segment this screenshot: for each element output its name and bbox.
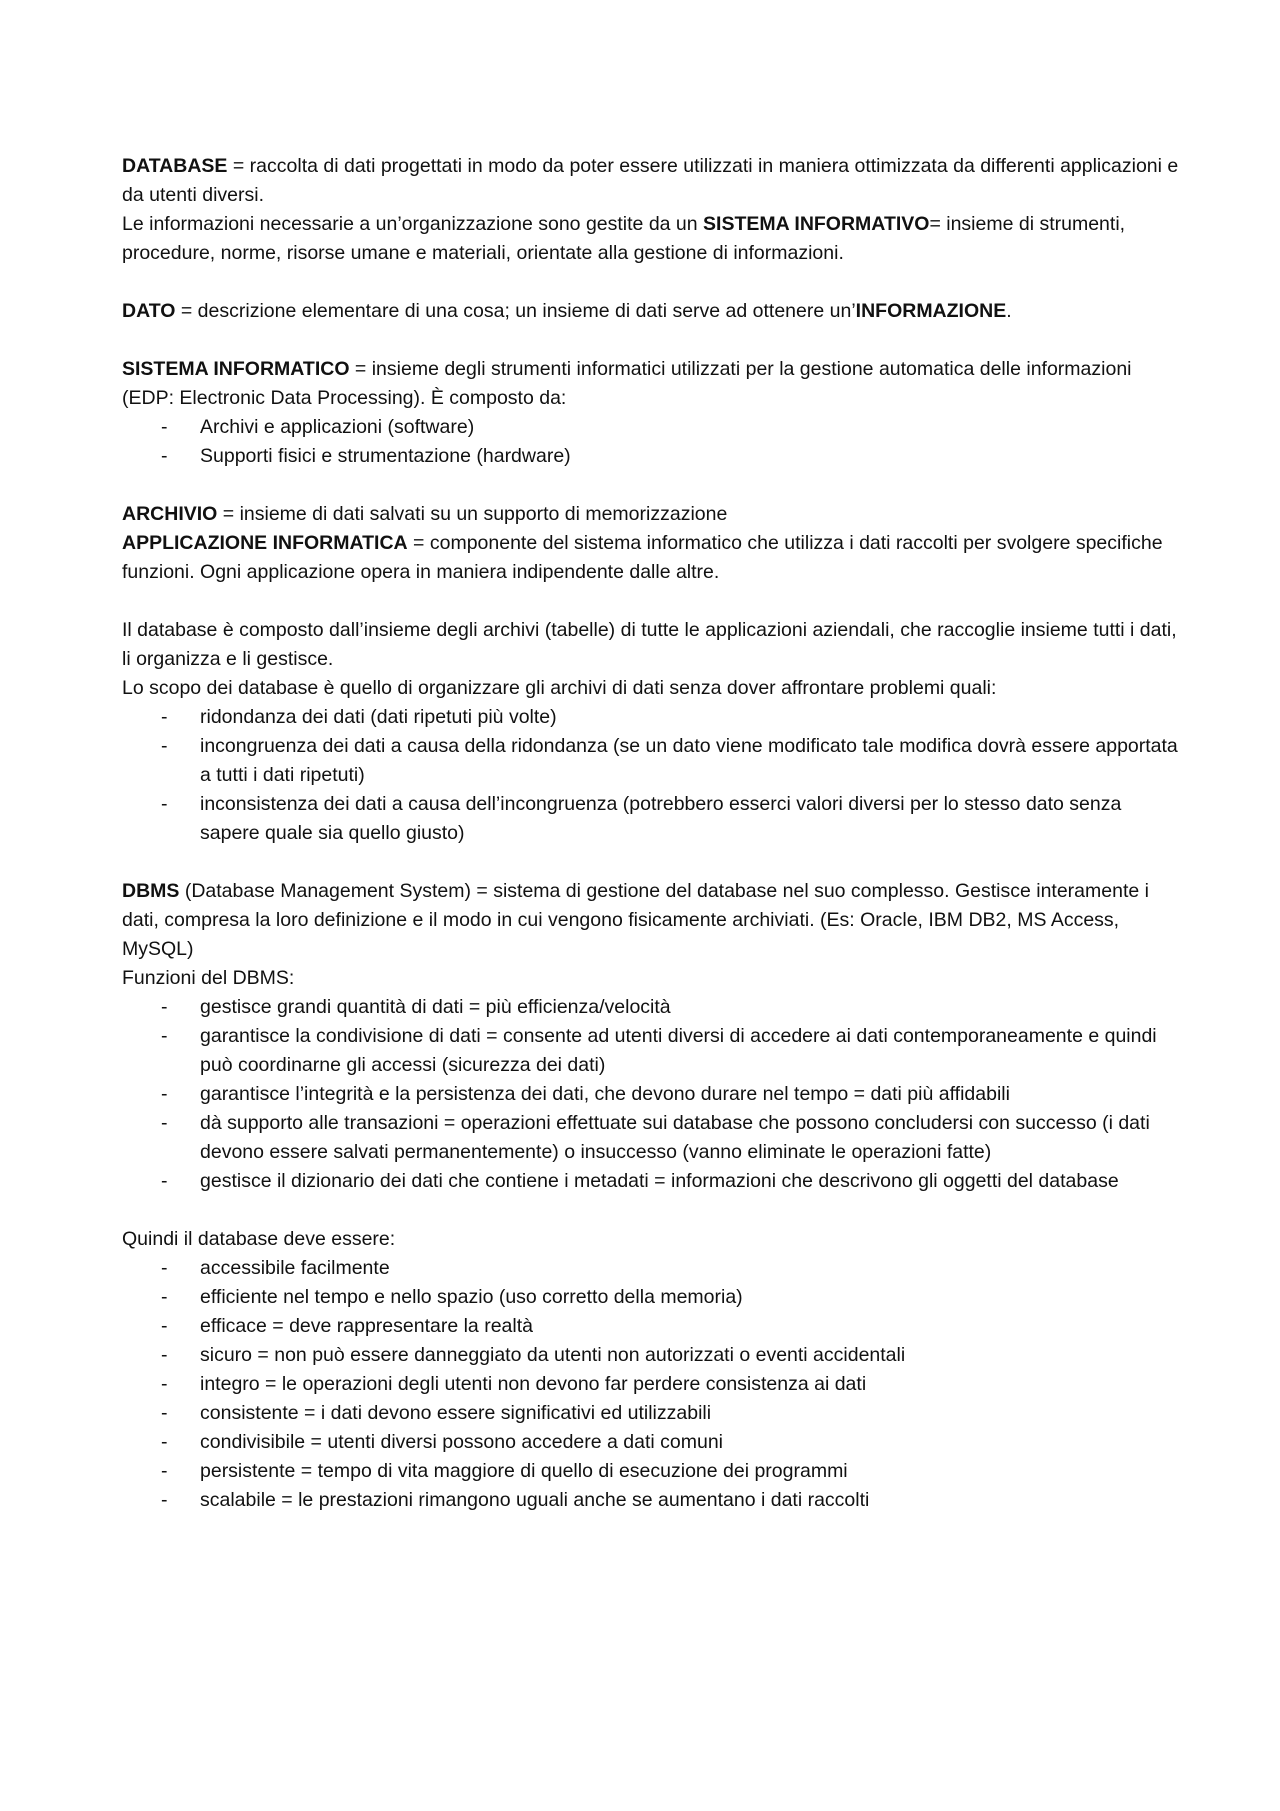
term-dbms: DBMS (122, 880, 180, 902)
dato-text: = descrizione elementare di una cosa; un insieme di dati serve ad ottenere un’ (175, 300, 856, 322)
spacer (122, 587, 1182, 616)
document-page (122, 152, 1182, 1515)
requisiti-intro: Quindi il database deve essere: (122, 1228, 396, 1250)
dato-definition (122, 297, 1182, 326)
list-item: - efficace = deve rappresentare la realtà (122, 1312, 1182, 1341)
sistema-informativo-paragraph (122, 210, 1182, 268)
requisiti-list (122, 1254, 1182, 1515)
scopo-list (122, 703, 1182, 848)
applicazione-text: = componente del sistema informatico che utilizza i dati raccolti per svolgere specifiche funzioni. Ogni applicazione opera in maniera indipendente dalle altre. (122, 532, 1163, 583)
list-item: - Supporti fisici e strumentazione (hardware) (122, 442, 1182, 471)
list-item: - consistente = i dati devono essere significativi ed utilizzabili (122, 1399, 1182, 1428)
dbms-text: (Database Management System) = sistema di gestione del database nel suo complesso. Gestisce interamente i dati, compresa la loro definizione e il modo in cui vengono fisicamente archiviati. (Es: Oracle, IBM DB2, MS Access, MySQL) (122, 880, 1149, 960)
database-composto-paragraph: Il database è composto dall’insieme degli archivi (tabelle) di tutte le applicazioni aziendali, che raccoglie insieme tutti i dati, li organizza e li gestisce. (122, 619, 1177, 670)
list-item: - gestisce grandi quantità di dati = più efficienza/velocità (122, 993, 1182, 1022)
list-item: - persistente = tempo di vita maggiore di quello di esecuzione dei programmi (122, 1457, 1182, 1486)
list-item: - sicuro = non può essere danneggiato da utenti non autorizzati o eventi accidentali (122, 1341, 1182, 1370)
spacer (122, 1196, 1182, 1225)
term-applicazione-informatica: APPLICAZIONE INFORMATICA (122, 532, 408, 554)
archivio-text: = insieme di dati salvati su un supporto di memorizzazione (217, 503, 728, 525)
dbms-funzioni-list (122, 993, 1182, 1196)
spacer (122, 848, 1182, 877)
spacer (122, 471, 1182, 500)
term-informazione: INFORMAZIONE (855, 300, 1007, 322)
list-item: - dà supporto alle transazioni = operazioni effettuate sui database che possono concludersi con successo (i dati devono essere salvati permanentemente) o insuccesso (vanno eliminate le operazioni fatte) (122, 1109, 1182, 1167)
list-item: - incongruenza dei dati a causa della ridondanza (se un dato viene modificato tale modifica dovrà essere apportata a tutti i dati ripetuti) (122, 732, 1182, 790)
scopo-paragraph: Lo scopo dei database è quello di organizzare gli archivi di dati senza dover affrontare problemi quali: (122, 677, 997, 699)
spacer (122, 268, 1182, 297)
list-item: - garantisce la condivisione di dati = consente ad utenti diversi di accedere ai dati contemporaneamente e quindi può coordinarne gli accessi (sicurezza dei dati) (122, 1022, 1182, 1080)
database-definition (122, 152, 1182, 210)
list-item: - ridondanza dei dati (dati ripetuti più volte) (122, 703, 1182, 732)
sistema-informativo-post: = insieme di strumenti, procedure, norme, risorse umane e materiali, orientate alla gestione di informazioni. (122, 213, 1126, 264)
list-item: - integro = le operazioni degli utenti non devono far perdere consistenza ai dati (122, 1370, 1182, 1399)
list-item: - Archivi e applicazioni (software) (122, 413, 1182, 442)
dbms-definition (122, 877, 1182, 964)
archivio-definition (122, 500, 1182, 529)
term-archivio: ARCHIVIO (122, 503, 218, 525)
spacer (122, 326, 1182, 355)
list-item: - gestisce il dizionario dei dati che contiene i metadati = informazioni che descrivono gli oggetti del database (122, 1167, 1182, 1196)
list-item: - garantisce l’integrità e la persistenza dei dati, che devono durare nel tempo = dati più affidabili (122, 1080, 1182, 1109)
sistema-informativo-pre: Le informazioni necessarie a un’organizzazione sono gestite da un (122, 213, 704, 235)
term-dato: DATO (122, 300, 176, 322)
list-item: - efficiente nel tempo e nello spazio (uso corretto della memoria) (122, 1283, 1182, 1312)
applicazione-definition (122, 529, 1182, 587)
dbms-funzioni-label: Funzioni del DBMS: (122, 967, 295, 989)
list-item: - condivisibile = utenti diversi possono accedere a dati comuni (122, 1428, 1182, 1457)
dato-end: . (1006, 300, 1012, 322)
sistema-informatico-list (122, 413, 1182, 471)
database-definition-text: = raccolta di dati progettati in modo da poter essere utilizzati in maniera ottimizzata da differenti applicazioni e da utenti diversi. (122, 155, 1179, 206)
sistema-informatico-definition (122, 355, 1182, 413)
term-sistema-informativo: SISTEMA INFORMATIVO (703, 213, 930, 235)
list-item: - scalabile = le prestazioni rimangono uguali anche se aumentano i dati raccolti (122, 1486, 1182, 1515)
list-item: - accessibile facilmente (122, 1254, 1182, 1283)
list-item: - inconsistenza dei dati a causa dell’incongruenza (potrebbero esserci valori diversi per lo stesso dato senza sapere quale sia quello giusto) (122, 790, 1182, 848)
term-database: DATABASE (122, 155, 228, 177)
sistema-informatico-text: = insieme degli strumenti informatici utilizzati per la gestione automatica delle informazioni (EDP: Electronic Data Processing). È composto da: (122, 358, 1132, 409)
term-sistema-informatico: SISTEMA INFORMATICO (122, 358, 350, 380)
